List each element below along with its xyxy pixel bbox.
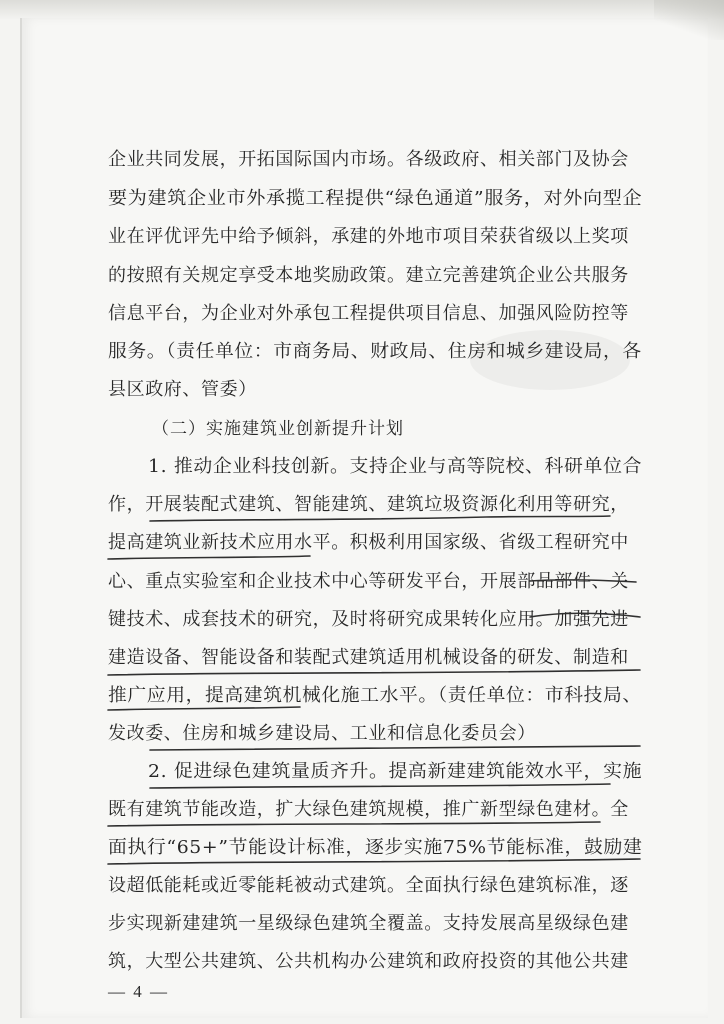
- text-line: 推广应用，提高建筑机械化施工水平。（责任单位：市科技局、: [108, 685, 642, 706]
- text-line: 企业共同发展，开拓国际国内市场。各级政府、相关部门及协会: [108, 149, 629, 170]
- text-line: 县区政府、管委）: [108, 379, 257, 400]
- section-heading: （二）实施建筑业创新提升计划: [152, 419, 404, 439]
- text-line: 建造设备、智能设备和装配式建筑适用机械设备的研发、制造和: [108, 647, 629, 668]
- text-line: 的按照有关规定享受本地奖励政策。建立完善建筑企业公共服务: [108, 265, 629, 286]
- paragraph-start: 2. 促进绿色建筑量质齐升。提高新建建筑能效水平，实施: [148, 761, 643, 782]
- text-line: 键技术、成套技术的研究，及时将研究成果转化应用。加强先进: [108, 609, 629, 630]
- text-line: 发改委、住房和城乡建设局、工业和信息化委员会）: [108, 723, 536, 744]
- text-line: 服务。（责任单位：市商务局、财政局、住房和城乡建设局，各: [108, 341, 642, 362]
- text-line: 设超低能耗或近零能耗被动式建筑。全面执行绿色建筑标准，逐: [108, 875, 629, 896]
- text-line: 筑，大型公共建筑、公共机构办公建筑和政府投资的其他公共建: [108, 951, 629, 972]
- text-line: 步实现新建建筑一星级绿色建筑全覆盖。支持发展高星级绿色建: [108, 913, 629, 934]
- page-number: — 4 —: [108, 982, 169, 1001]
- text-line: 提高建筑业新技术应用水平。积极利用国家级、省级工程研究中: [108, 532, 629, 553]
- text-line: 既有建筑节能改造，扩大绿色建筑规模，推广新型绿色建材。全: [108, 799, 629, 820]
- text-line: 业在评优评先中给予倾斜，承建的外地市项目荣获省级以上奖项: [108, 226, 629, 247]
- paragraph-start: 1. 推动企业科技创新。支持企业与高等院校、科研单位合: [148, 456, 643, 477]
- text-line: 面执行“65+”节能设计标准，逐步实施75%节能标准，鼓励建: [108, 837, 643, 858]
- text-line: 要为建筑企业市外承揽工程提供“绿色通道”服务，对外向型企: [108, 188, 643, 209]
- text-line: 信息平台，为企业对外承包工程提供项目信息、加强风险防控等: [108, 303, 629, 324]
- text-line: 作，开展装配式建筑、智能建筑、建筑垃圾资源化利用等研究，: [108, 494, 629, 515]
- text-line: 心、重点实验室和企业技术中心等研发平台，开展部品部件、关: [108, 571, 629, 592]
